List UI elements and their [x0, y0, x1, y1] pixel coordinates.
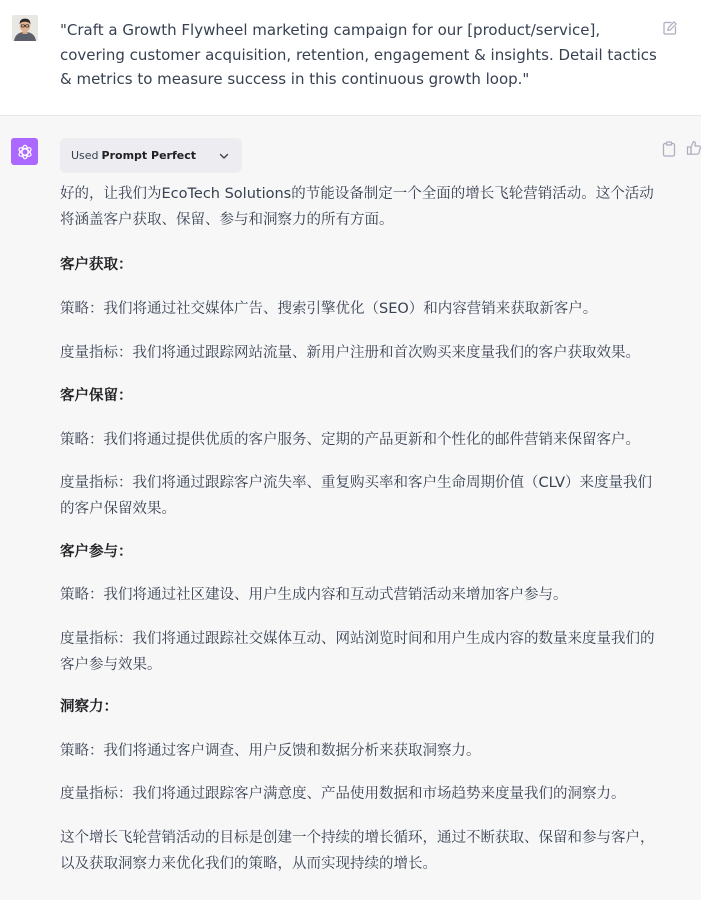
section-heading: 客户参与：: [60, 544, 133, 560]
section-strategy: 策略：我们将通过社交媒体广告、搜索引擎优化（SEO）和内容营销来获取新客户。: [60, 301, 598, 317]
chevron-down-icon: [218, 150, 230, 162]
clipboard-icon[interactable]: [662, 141, 676, 157]
section-metric: 度量指标：我们将通过跟踪社交媒体互动、网站浏览时间和用户生成内容的数量来度量我们的客户参与效果。: [60, 631, 655, 673]
section-metric: 度量指标：我们将通过跟踪网站流量、新用户注册和首次购买来度量我们的客户获取效果。: [60, 345, 640, 361]
user-message-row: [0, 0, 701, 116]
section-metric: 度量指标：我们将通过跟踪客户满意度、产品使用数据和市场趋势来度量我们的洞察力。: [60, 786, 626, 802]
section-strategy: 策略：我们将通过提供优质的客户服务、定期的产品更新和个性化的邮件营销来保留客户。: [60, 432, 640, 448]
section-metric: 度量指标：我们将通过跟踪客户流失率、重复购买率和客户生命周期价值（CLV）来度量我们的客户保留效果。: [60, 475, 653, 517]
response-conclusion: 这个增长飞轮营销活动的目标是创建一个持续的增长循环，通过不断获取、保留和参与客户，以及获取洞察力来优化我们的策略，从而实现持续的增长。: [60, 830, 655, 872]
openai-logo-icon: [11, 138, 38, 165]
user-prompt-text: "Craft a Growth Flywheel marketing campaign for our [product/service], covering customer acquisition, retention, engagement & insights. Detail tactics & metrics to measure success in this continuous growth loop.": [60, 21, 657, 88]
plugin-name: Prompt Perfect: [101, 149, 196, 162]
thumbs-up-icon[interactable]: [686, 140, 701, 156]
plugin-used-toggle[interactable]: [60, 138, 242, 173]
section-strategy: 策略：我们将通过客户调查、用户反馈和数据分析来获取洞察力。: [60, 743, 481, 759]
section-heading: 客户保留：: [60, 388, 133, 404]
assistant-message-row: [0, 116, 701, 900]
section-heading: 洞察力：: [60, 699, 118, 715]
plugin-used-prefix: Used: [71, 149, 99, 162]
edit-icon[interactable]: [662, 20, 678, 36]
section-heading: 客户获取：: [60, 257, 133, 273]
response-intro: 好的，让我们为EcoTech Solutions的节能设备制定一个全面的增长飞轮营销活动。这个活动将涵盖客户获取、保留、参与和洞察力的所有方面。: [60, 186, 654, 228]
section-strategy: 策略：我们将通过社区建设、用户生成内容和互动式营销活动来增加客户参与。: [60, 587, 568, 603]
user-avatar: [12, 15, 38, 41]
